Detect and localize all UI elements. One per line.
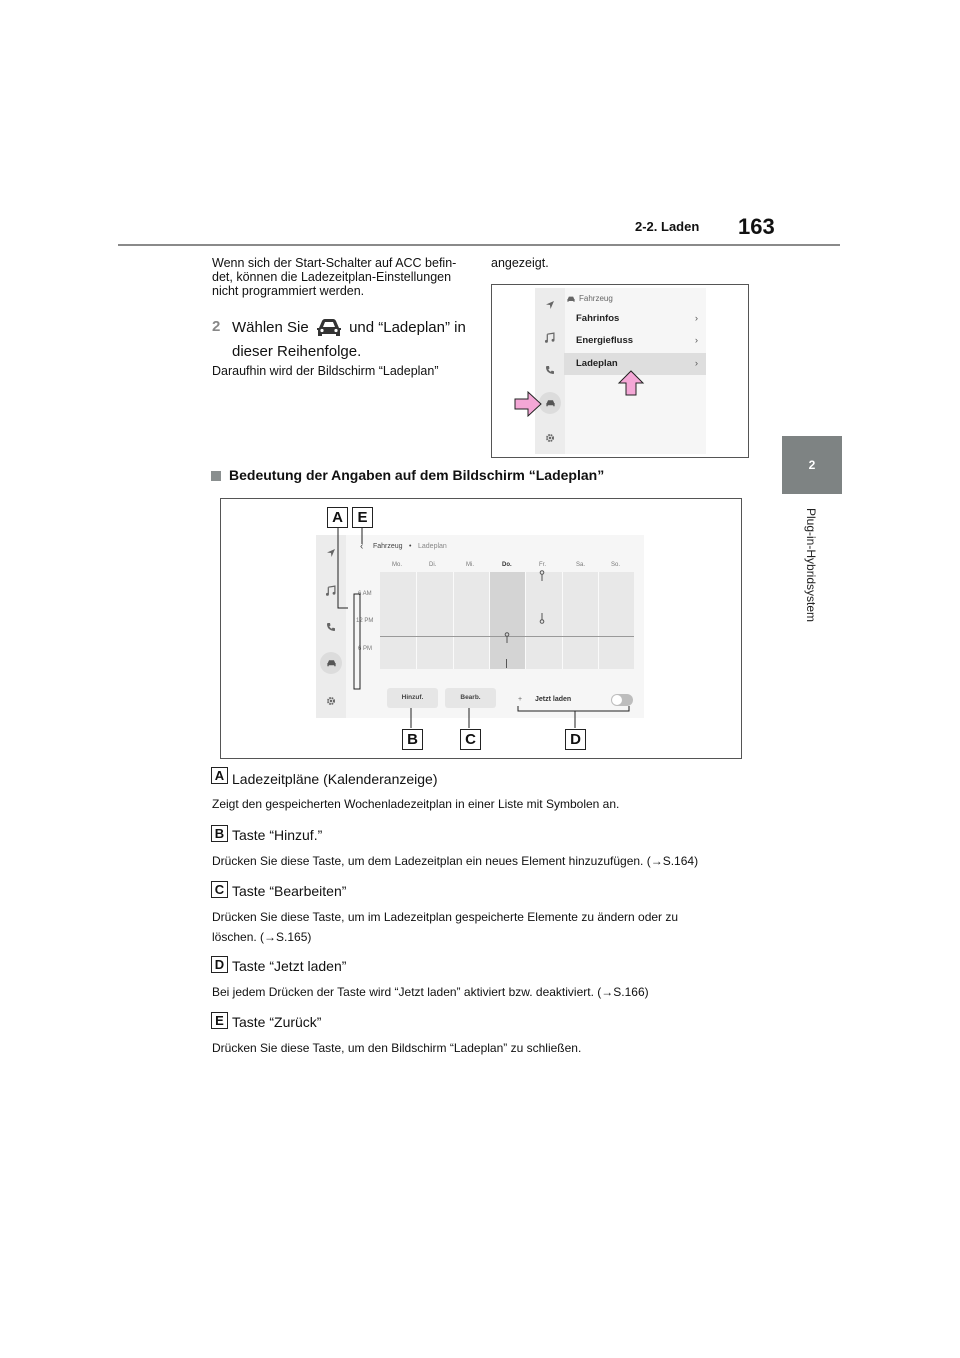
day-label: Di.	[429, 562, 437, 568]
add-button[interactable]: Hinzuf.	[387, 688, 438, 708]
time-label: 6 PM	[358, 646, 373, 652]
definition-desc: Drücken Sie diese Taste, um im Ladezeitplan gespeicherte Elemente zu ändern oder zu	[212, 910, 679, 924]
page-number: 163	[738, 214, 775, 239]
step-text	[232, 316, 472, 364]
gear-icon	[545, 433, 555, 443]
intro-line: det, können die Ladezeitplan-Einstellungen	[212, 270, 452, 284]
chevron-right-icon: ›	[694, 358, 698, 369]
step-text-c: dieser Reihenfolge.	[232, 343, 362, 361]
definition-title: Taste “Zurück”	[232, 1014, 322, 1030]
definition-title: Ladezeitpläne (Kalenderanzeige)	[232, 771, 438, 787]
definition-letter: D	[211, 956, 228, 973]
navigation-icon	[545, 300, 555, 310]
intro-line: Wenn sich der Start-Schalter auf ACC befin-	[212, 256, 457, 270]
definition-desc: Zeigt den gespeicherten Wochenladezeitplan in einer Liste mit Symbolen an.	[212, 797, 620, 811]
car-icon	[313, 316, 345, 340]
step-text-b: und “Ladeplan” in	[349, 319, 466, 336]
breadcrumb-current: Ladeplan	[418, 543, 447, 550]
definition-title: Taste “Bearbeiten”	[232, 883, 347, 899]
menu-item-label: Ladeplan	[576, 358, 618, 369]
breadcrumb-parent: Fahrzeug	[373, 543, 403, 550]
chapter-label-text: Plug-in-Hybridsystem	[804, 508, 818, 623]
phone-icon	[545, 365, 555, 375]
section-heading: Bedeutung der Angaben auf dem Bildschirm “Ladeplan”	[229, 467, 605, 483]
definition-desc: löschen. (→S.165)	[212, 930, 312, 944]
day-label: Mi.	[466, 562, 474, 568]
callout-c: C	[460, 729, 481, 750]
definition-desc: Drücken Sie diese Taste, um den Bildschirm “Ladeplan” zu schließen.	[212, 1041, 582, 1055]
definition-title: Taste “Hinzuf.”	[232, 827, 323, 843]
definition-letter: B	[211, 825, 228, 842]
intro-paragraph	[212, 256, 472, 298]
menu-header: Fahrzeug	[579, 294, 613, 303]
day-label: Do.	[502, 562, 512, 568]
definition-title: Taste “Jetzt laden”	[232, 958, 347, 974]
definition-desc: Bei jedem Drücken der Taste wird “Jetzt laden” aktiviert bzw. deaktiviert. (→S.166)	[212, 985, 649, 999]
definition-letter: E	[211, 1012, 228, 1029]
definition-letter: A	[211, 767, 228, 784]
callout-e: E	[352, 507, 373, 528]
day-label: Fr.	[539, 562, 546, 568]
definition-letter: C	[211, 881, 228, 898]
definition-desc: Drücken Sie diese Taste, um dem Ladezeitplan ein neues Element hinzuzufügen. (→S.164)	[212, 854, 699, 868]
menu-item-fahrinfos[interactable]	[564, 308, 706, 330]
callout-d: D	[565, 729, 586, 750]
heading-bullet	[211, 471, 221, 481]
intro-line: nicht programmiert werden.	[212, 284, 365, 298]
section-title: 2-2. Laden	[635, 219, 700, 234]
menu-item-energiefluss[interactable]	[564, 330, 706, 352]
pointer-arrow-up-icon	[617, 370, 645, 396]
step-text-a: Wählen Sie	[232, 319, 309, 336]
plus-icon: +	[518, 696, 523, 703]
day-label: Sa.	[576, 562, 586, 568]
back-button[interactable]: ‹	[360, 541, 364, 552]
time-label: 6 AM	[358, 591, 372, 597]
menu-item-label: Fahrinfos	[576, 313, 620, 324]
pointer-arrow-right-icon	[514, 390, 542, 418]
day-label: So.	[611, 562, 621, 568]
header-rule	[118, 244, 840, 246]
callout-b: B	[402, 729, 423, 750]
after-step-text: Daraufhin wird der Bildschirm “Ladeplan”	[212, 364, 439, 378]
breadcrumb-separator: •	[409, 543, 412, 550]
edit-button[interactable]: Bearb.	[445, 688, 496, 708]
callout-a: A	[327, 507, 348, 528]
continued-text: angezeigt.	[491, 256, 549, 270]
time-label: 12 PM	[356, 618, 374, 624]
chevron-right-icon: ›	[694, 313, 698, 324]
chevron-right-icon: ›	[694, 335, 698, 346]
chapter-label	[796, 508, 826, 658]
music-icon	[544, 332, 555, 343]
chapter-tab: 2	[782, 436, 842, 494]
step-number: 2	[212, 318, 221, 335]
callout-lines	[220, 498, 740, 757]
charge-now-label: Jetzt laden	[535, 696, 572, 703]
car-icon	[566, 295, 576, 303]
car-icon[interactable]	[545, 398, 556, 408]
day-label: Mo.	[392, 562, 403, 568]
menu-item-label: Energiefluss	[576, 335, 634, 346]
